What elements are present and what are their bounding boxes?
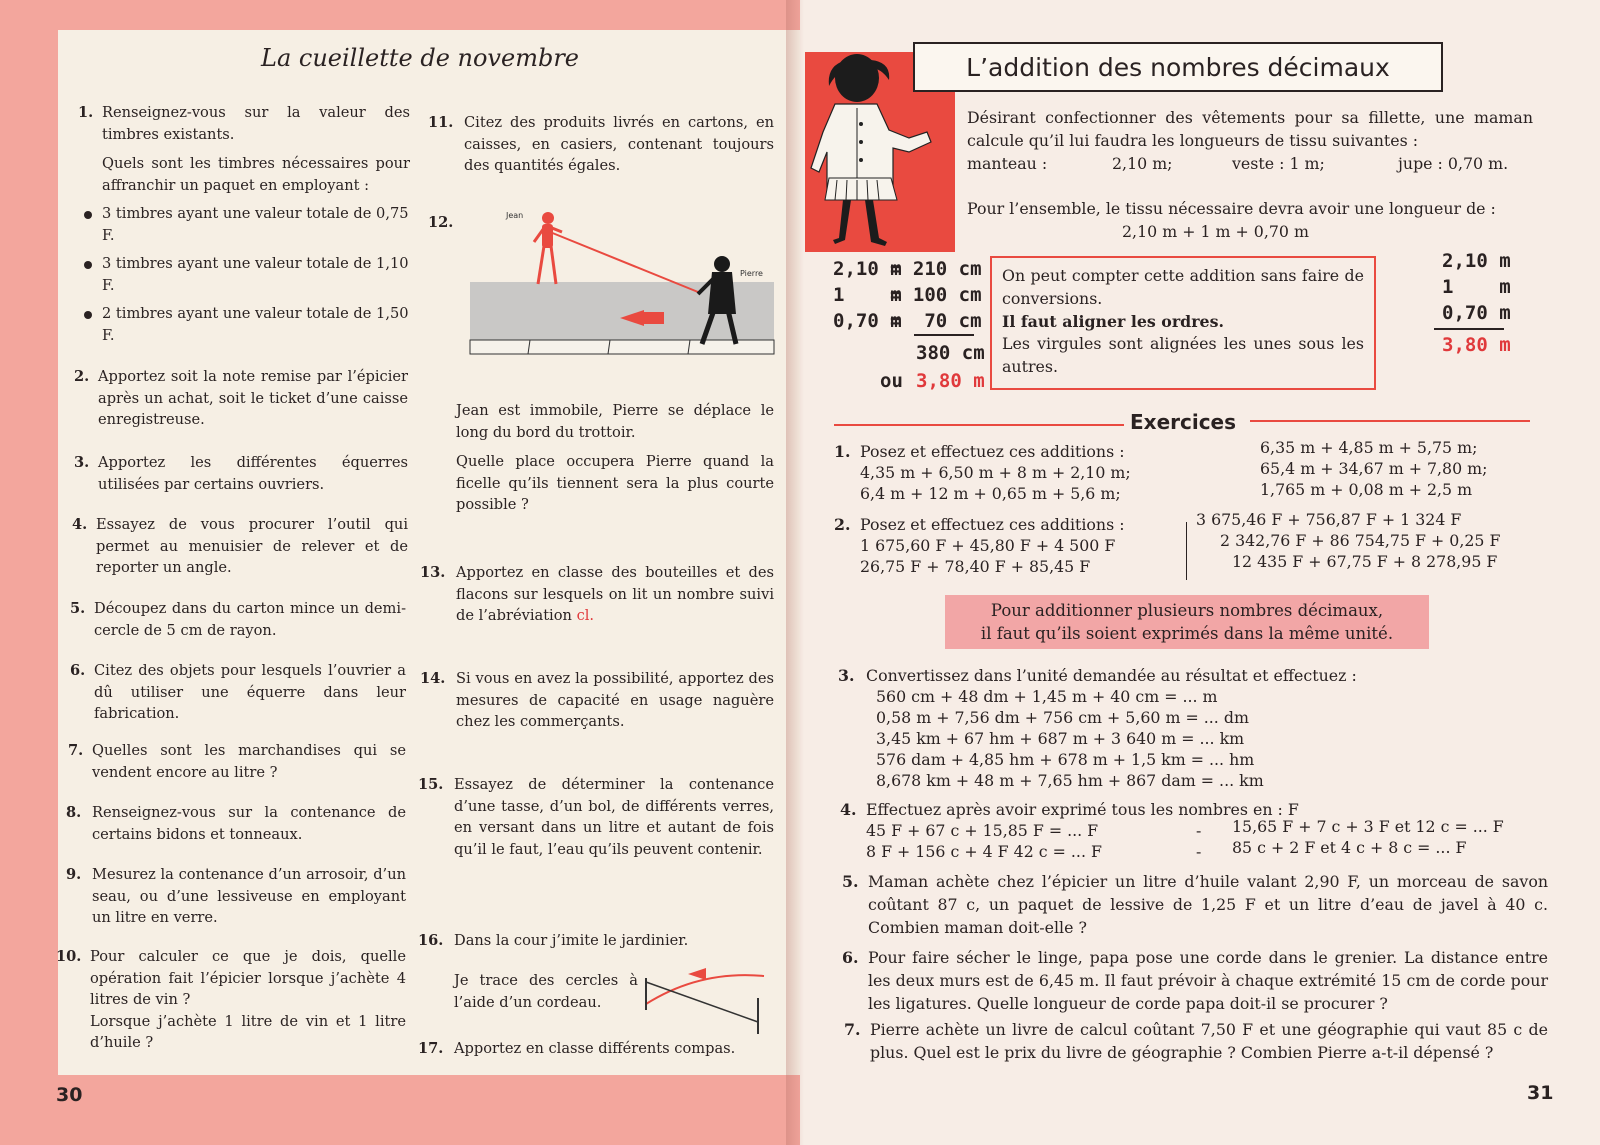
exercise-3-lead: Convertissez dans l’unité demandée au résultat et effectuez : [866,666,1357,685]
exercise-4-number: 4. [840,800,857,819]
question-17 [418,1038,774,1060]
question-10 [56,946,406,1054]
question-text-2: Lorsque j’achète 1 litre de vin et 1 litre d’huile ? [90,1012,406,1051]
question-text: Dans la cour j’imite le jardinier. [454,932,689,949]
question-3 [74,452,408,495]
question-number: 1. [78,104,94,121]
arrow-left-icon [688,968,706,980]
left-page-title: La cueillette de novembre [261,44,579,72]
exercise-7-text: Pierre achète un livre de calcul coûtant 7,50 F et une géographie qui vaut 85 c de plus. Quel est le prix du livre de géographie ? Combien Pierre a-t-il dépensé ? [870,1020,1548,1062]
exercise-1-line-1: 4,35 m + 6,50 m + 8 m + 2,10 m; [860,463,1131,482]
item-jupe: jupe : 0,70 m. [1398,154,1509,173]
abbreviation-cl: cl. [576,607,595,624]
conv-row2-right: = 100 cm [890,284,982,306]
cord-line [646,982,758,1022]
question-number: 2. [74,368,90,385]
exercise-1-lead: Posez et effectuez ces additions : [860,442,1125,461]
question-16 [418,930,774,952]
sidewalk-illustration [466,206,778,370]
curb [470,340,774,354]
exercise-2-line-1: 1 675,60 F + 45,80 F + 4 500 F [860,536,1116,555]
exercises-rule-left [834,424,1124,426]
question-13 [420,562,774,627]
question-7 [68,740,406,783]
bullet-icon [84,311,92,319]
exercise-4-lead: Effectuez après avoir exprimé tous les nombres en : F [866,800,1299,819]
question-number: 9. [66,866,82,883]
exercise-4-right-2: 85 c + 2 F et 4 c + 8 c = ... F [1232,838,1467,857]
question-text-2: Je trace des cercles à l’aide d’un cordeau. [454,972,638,1011]
exercise-2-right-3: 12 435 F + 67,75 F + 8 278,95 F [1232,552,1498,571]
rule-line-1: On peut compter cette addition sans faire de conversions. [1002,266,1364,308]
exercise-4-line-1: 45 F + 67 c + 15,85 F = ... F [866,821,1099,840]
highlight-line-1: Pour additionner plusieurs nombres décimaux, [990,601,1384,620]
highlight-text [945,599,1429,645]
bullet-item [102,303,410,346]
exercise-2-line-2: 26,75 F + 78,40 F + 85,45 F [860,557,1091,576]
question-number: 5. [70,600,86,617]
question-number: 3. [74,454,90,471]
conv-row3-left: 0,70 m [833,310,902,332]
conv-result: 3,80 m [916,370,985,392]
sum-rule [914,334,974,336]
question-number: 13. [420,564,446,581]
question-16-text-2 [454,970,638,1013]
question-number: 10. [56,948,82,965]
bullet-item [102,203,410,246]
question-text: Renseignez-vous sur la contenance de certains bidons et tonneaux. [92,804,406,843]
exercise-7-number: 7. [844,1020,861,1039]
bullet-text: 3 timbres ayant une valeur totale de 1,10 F. [102,255,409,294]
conv-row1-right: = 210 cm [890,258,982,280]
question-number: 12. [428,214,454,231]
exercise-2-separator [1186,522,1187,580]
question-11 [428,112,774,177]
question-number: 7. [68,742,84,759]
question-text: Citez des produits livrés en cartons, en caisses, en casiers, contenant toujours des quantités égales. [464,114,774,174]
exercise-1-right-3: 1,765 m + 0,08 m + 2,5 m [1260,480,1473,499]
exercise-4-dash: - [1196,842,1202,861]
exercise-3-line-3: 3,45 km + 67 hm + 687 m + 3 640 m = ... km [876,729,1245,748]
question-text: Pour calculer ce que je dois, quelle opération fait l’épicier lorsque j’achète 4 litres de vin ? [90,948,406,1008]
question-text: Quelles sont les marchandises qui se vendent encore au litre ? [92,742,406,781]
exercise-3-line-2: 0,58 m + 7,56 dm + 756 cm + 5,60 m = ... dm [876,708,1249,727]
question-12-text [456,400,774,516]
highlight-line-2: il faut qu’ils soient exprimés dans la même unité. [980,624,1394,643]
question-number: 15. [418,776,444,793]
jean-figure [534,212,562,284]
exercise-2-lead: Posez et effectuez ces additions : [860,515,1125,534]
column-rule [1434,328,1504,330]
question-text: Mesurez la contenance d’un arrosoir, d’un seau, ou d’une lessiveuse en employant un litre en verre. [92,866,406,926]
exercises-rule-right [1250,420,1530,422]
question-8 [66,802,406,845]
exercise-1-right-2: 65,4 m + 34,67 m + 7,80 m; [1260,459,1488,478]
red-sentence: Pour l’ensemble, le tissu nécessaire devra avoir une longueur de : [967,199,1496,218]
exercise-1-line-2: 6,4 m + 12 m + 0,65 m + 5,6 m; [860,484,1121,503]
bullet-icon [84,211,92,219]
conv-row3-right: = 70 cm [890,310,982,332]
question-text: Apportez en classe des bouteilles et des flacons sur lesquels on lit un nombre suivi de l’abréviation [456,564,774,624]
exercise-1-right-1: 6,35 m + 4,85 m + 5,75 m; [1260,438,1478,457]
conv-ou: ou [880,370,903,392]
question-5 [70,598,406,641]
item-manteau: manteau : [967,154,1048,173]
question-text: Renseignez-vous sur la valeur des timbres existants. [102,104,410,143]
label-jean: Jean [506,211,524,220]
question-text: Jean est immobile, Pierre se déplace le long du bord du trottoir. [456,402,774,441]
gutter-shadow [786,0,804,1145]
question-number: 16. [418,932,444,949]
question-9 [66,864,406,929]
question-number: 11. [428,114,454,131]
exercise-5-number: 5. [842,872,859,891]
label-pierre: Pierre [740,269,763,278]
item-veste: veste : 1 m; [1232,154,1325,173]
exercise-2-right-2: 2 342,76 F + 86 754,75 F + 0,25 F [1220,531,1501,550]
conv-total: 380 cm [916,342,985,364]
exercise-3-line-4: 576 dam + 4,85 hm + 678 m + 1,5 km = ... hm [876,750,1255,769]
exercise-3-number: 3. [838,666,855,685]
question-text: Découpez dans du carton mince un demi-cercle de 5 cm de rayon. [94,600,406,639]
exercise-3-line-5: 8,678 km + 48 m + 7,65 hm + 867 dam = ... km [876,771,1264,790]
question-2 [74,366,408,431]
item-manteau-value: 2,10 m; [1112,154,1173,173]
question-number: 6. [70,662,86,679]
bullet-text: 2 timbres ayant une valeur totale de 1,50 F. [102,305,409,344]
right-page-title: L’addition des nombres décimaux [913,42,1443,92]
question-number: 4. [72,516,88,533]
conv-row1-left: 2,10 m [833,258,902,280]
question-text-2: Quels sont les timbres nécessaires pour affranchir un paquet en employant : [102,155,410,194]
question-1 [78,102,410,196]
question-text: Citez des objets pour lesquels l’ouvrier a dû utiliser une équerre dans leur fabrication. [94,662,406,722]
rule-line-2: Il faut aligner les ordres. [1002,312,1224,331]
intro-text: Désirant confectionner des vêtements pour sa fillette, une maman calcule qu’il lui faudra les longueurs de tissu suivantes : [967,108,1533,150]
page-number-left: 30 [56,1084,83,1106]
question-number: 14. [420,670,446,687]
exercise-6-number: 6. [842,948,859,967]
bullet-item [102,253,410,296]
question-6 [70,660,406,725]
exercise-4-line-2: 8 F + 156 c + 4 F 42 c = ... F [866,842,1102,861]
bullet-text: 3 timbres ayant une valeur totale de 0,75 F. [102,205,409,244]
question-text: Si vous en avez la possibilité, apportez des mesures de capacité en usage naguère chez les commerçants. [456,670,774,730]
question-text: Apportez soit la note remise par l’épicier après un achat, soit le ticket d’une caisse enregistreuse. [98,368,408,428]
question-text: Essayez de vous procurer l’outil qui permet au menuisier de relever et de reporter un angle. [96,516,408,576]
exercise-3-line-1: 560 cm + 48 dm + 1,45 m + 40 cm = ... m [876,687,1218,706]
exercise-2-right-1: 3 675,46 F + 756,87 F + 1 324 F [1196,510,1462,529]
bullet-icon [84,261,92,269]
red-sum: 2,10 m + 1 m + 0,70 m [1122,222,1309,241]
exercise-6-text: Pour faire sécher le linge, papa pose une corde dans le grenier. La distance entre les deux murs est de 6,45 m. Il faut prévoir à chaque extrémité 15 cm de corde pour les ligatures. Quelle longueur de corde papa doit-il se procurer ? [868,948,1548,1013]
exercises-title: Exercices [1130,410,1237,434]
question-text-2: Quelle place occupera Pierre quand la ficelle qu’ils tiennent sera la plus courte possible ? [456,453,774,513]
question-text: Apportez en classe différents compas. [454,1040,736,1057]
exercise-4-dash: - [1196,821,1202,840]
question-4 [72,514,408,579]
question-text: Apportez les différentes équerres utilisées par certains ouvriers. [98,454,408,493]
question-text: Essayez de déterminer la contenance d’une tasse, d’un bol, de différents verres, en versant dans un litre et autant de fois qu’il le faut, l’eau qu’ils peuvent contenir. [454,776,774,858]
exercise-4-right-1: 15,65 F + 7 c + 3 F et 12 c = ... F [1232,817,1504,836]
cord-circle-illustration [640,968,770,1040]
exercise-2-number: 2. [834,515,851,534]
question-number: 8. [66,804,82,821]
column-b: 1 m [1442,276,1511,298]
exercise-1-number: 1. [834,442,851,461]
column-c: 0,70 m [1442,302,1511,324]
page-number-right: 31 [1527,1082,1554,1104]
exercise-5-text: Maman achète chez l’épicier un litre d’huile valant 2,90 F, un morceau de savon coûtant 87 c, un paquet de lessive de 1,25 F et un litre d’eau de javel à 40 c. Combien maman doit-elle ? [868,872,1548,937]
question-14 [420,668,774,733]
conv-row2-left: 1 m [833,284,902,306]
rule-line-3: Les virgules sont alignées les unes sous les autres. [1002,334,1364,376]
column-a: 2,10 m [1442,250,1511,272]
question-15 [418,774,774,860]
question-number: 17. [418,1040,444,1057]
column-sum: 3,80 m [1442,334,1511,356]
